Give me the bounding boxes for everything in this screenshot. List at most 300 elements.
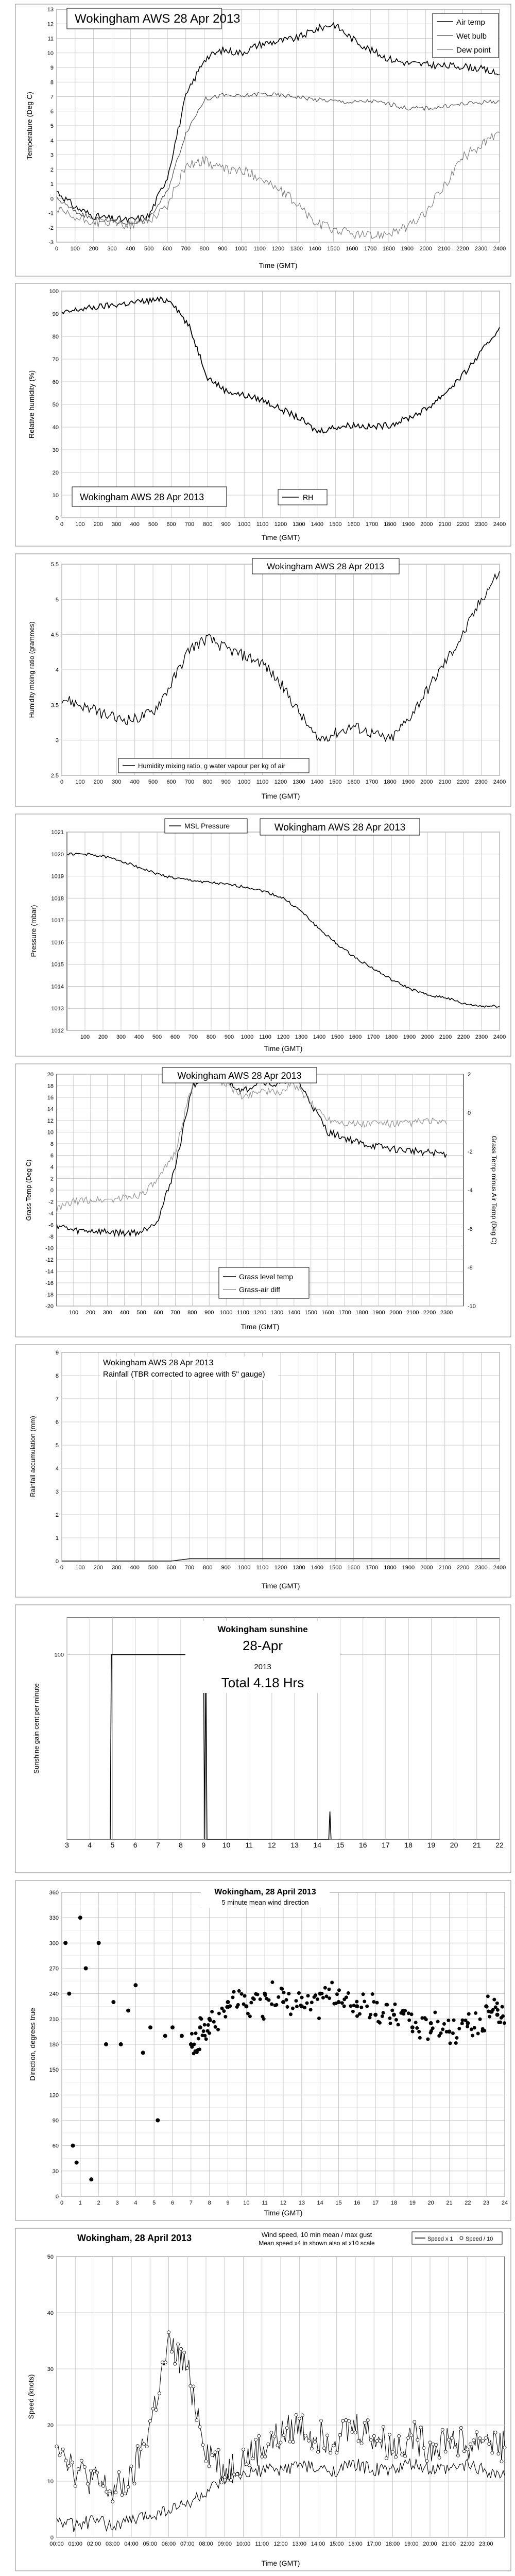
x-tick-label: 3 [115, 2200, 119, 2206]
chart-total: Total 4.18 Hrs [221, 1675, 304, 1690]
x-tick-label: 1600 [346, 246, 358, 252]
data-point [141, 2050, 145, 2055]
data-point [482, 2439, 485, 2442]
x-tick-label: 400 [130, 521, 140, 528]
x-tick-label: 20 [450, 1841, 458, 1849]
x-tick-label: 1100 [259, 1034, 271, 1040]
x-tick-label: 1500 [331, 1034, 344, 1040]
y-tick-label: 6 [55, 1419, 59, 1426]
data-point [397, 2023, 400, 2026]
data-point [369, 2013, 372, 2016]
data-point [332, 2444, 335, 2447]
data-point [284, 1998, 288, 2002]
x-tick-label: 1100 [256, 779, 269, 785]
data-point [133, 2482, 136, 2485]
data-point [64, 2459, 67, 2462]
data-point [119, 2042, 123, 2046]
data-point [61, 2448, 64, 2451]
data-point [67, 2464, 71, 2467]
data-point [104, 2042, 108, 2046]
x-tick-label: 2000 [419, 246, 432, 252]
x-tick-label: 16 [358, 1841, 367, 1849]
x-tick-label: 2400 [493, 1565, 506, 1571]
y-tick-label: 270 [49, 1965, 59, 1972]
x-tick-label: 800 [206, 1034, 216, 1040]
data-point [340, 2001, 344, 2005]
y2-axis-label: Grass Temp minus Air Temp (Deg C) [490, 1136, 498, 1245]
x-tick-label: 1000 [237, 521, 251, 528]
x-tick-label: 2 [97, 2200, 100, 2206]
data-point [235, 2472, 238, 2476]
data-point [392, 2013, 396, 2017]
x-tick-label: 14 [313, 1841, 322, 1849]
data-point [454, 2041, 458, 2045]
y-tick-label: 14 [47, 1106, 54, 1113]
y-tick-label: 1016 [51, 939, 64, 946]
x-tick-label: 2100 [439, 1034, 452, 1040]
data-point [466, 2021, 470, 2025]
legend-speed-div10: Speed / 10 [466, 2236, 493, 2242]
x-tick-label: 100 [70, 246, 80, 252]
data-point [363, 2421, 366, 2425]
y-tick-label: 0 [55, 2194, 59, 2200]
x-tick-label: 800 [199, 246, 209, 252]
x-tick-label: 100 [80, 1034, 90, 1040]
pressure-chart-panel [0, 811, 515, 1059]
data-point [309, 2008, 313, 2011]
y-tick-label: 1 [55, 1535, 59, 1541]
y-tick-label: 40 [47, 2310, 54, 2316]
rainfall-chart-panel [0, 1342, 515, 1600]
x-tick-label: 8 [208, 2200, 211, 2206]
x-tick-label: 13:00 [292, 2541, 307, 2547]
x-tick-label: 1100 [253, 246, 266, 252]
data-point [433, 2011, 437, 2014]
y-axis-label: Relative humidity (%) [27, 370, 36, 439]
x-tick-label: 8 [179, 1841, 183, 1849]
data-point [401, 2453, 404, 2456]
x-tick-label: 1700 [365, 521, 379, 528]
x-tick-label: 1800 [384, 779, 397, 785]
wind-speed-chart [0, 2226, 515, 2573]
y-tick-label: 20 [47, 2422, 54, 2429]
x-tick-label: 06:00 [161, 2541, 176, 2547]
y-tick-label: 5.5 [50, 562, 59, 568]
x-tick-label: 2100 [438, 521, 451, 528]
y-tick-labels [55, 1652, 64, 1658]
data-point [127, 2485, 130, 2488]
x-tick-label: 1200 [274, 1565, 287, 1571]
data-point [439, 2031, 443, 2035]
x-tick-labels [69, 1310, 453, 1316]
data-point [207, 2023, 210, 2027]
data-point [264, 2455, 267, 2458]
x-tick-label: 1000 [235, 246, 248, 252]
y-tick-label: 30 [47, 2366, 54, 2372]
x-tick-label: 400 [134, 1034, 144, 1040]
data-point [282, 2434, 285, 2437]
data-point [373, 2013, 377, 2017]
x-tick-label: 1600 [347, 779, 360, 785]
data-point [267, 2443, 270, 2446]
x-tick-label: 400 [130, 779, 140, 785]
x-tick-label: 21 [473, 1841, 481, 1849]
data-point [270, 1980, 274, 1984]
y-tick-label: 6 [50, 1153, 54, 1159]
data-point [495, 2013, 500, 2017]
data-point [158, 2392, 161, 2395]
data-point [381, 2014, 384, 2018]
data-point [316, 1997, 319, 2001]
data-point [503, 2021, 506, 2025]
y-tick-label: 5 [50, 123, 54, 129]
x-tick-label: 200 [98, 1034, 108, 1040]
x-tick-label: 18 [390, 2200, 398, 2206]
y-tick-label: 10 [47, 2479, 54, 2485]
y-tick-label: 90 [52, 2117, 59, 2124]
data-point [491, 2451, 494, 2454]
data-point [84, 1967, 88, 1971]
x-axis-label: Time (GMT) [264, 2209, 303, 2217]
x-tick-label: 1500 [329, 1565, 342, 1571]
x-tick-label: 1000 [237, 779, 251, 785]
data-point [248, 2014, 252, 2018]
x-tick-label: 1100 [256, 521, 269, 528]
data-point [359, 2006, 363, 2009]
y-tick-label: 4 [55, 667, 59, 673]
x-tick-label: 100 [75, 521, 85, 528]
data-point [226, 2479, 229, 2482]
data-point [254, 2438, 258, 2441]
y-axis-label: Sunshine gain cent per minute [32, 1683, 40, 1774]
data-point [239, 2475, 242, 2478]
data-point [382, 2426, 385, 2429]
x-tick-label: 10 [243, 2200, 250, 2206]
y-tick-label: 0 [50, 2535, 54, 2541]
data-point [148, 2025, 152, 2029]
data-point [320, 1992, 323, 1995]
data-point [164, 2361, 167, 2364]
data-point [295, 2413, 298, 2416]
data-point [242, 2448, 245, 2451]
data-point [240, 1992, 244, 1996]
y2-tick-label: 2 [468, 1072, 471, 1078]
y2-tick-label: -6 [468, 1226, 473, 1232]
data-point [170, 2025, 175, 2029]
data-point [372, 2000, 375, 2004]
y-axis-label: Direction, degrees true [28, 2008, 37, 2081]
data-point [183, 2351, 186, 2354]
y-tick-label: 9 [50, 65, 54, 71]
data-point [310, 2001, 314, 2004]
data-point [501, 2005, 504, 2009]
data-point [259, 1997, 262, 2001]
y-tick-label: 5 [55, 1443, 59, 1449]
y-tick-label: 2 [50, 1176, 54, 1182]
data-point [447, 2019, 450, 2022]
x-tick-label: 1600 [349, 1034, 362, 1040]
y-tick-label: 3 [55, 737, 59, 744]
data-point [263, 1993, 267, 1997]
y-tick-label: 1014 [51, 984, 64, 990]
x-tick-label: 1000 [237, 1565, 251, 1571]
data-point [485, 2436, 488, 2439]
data-point [425, 2460, 428, 2463]
y-tick-label: 12 [47, 21, 54, 28]
x-tick-label: 08:00 [199, 2541, 213, 2547]
data-point [382, 2011, 385, 2014]
y-tick-label: -3 [48, 240, 54, 246]
x-tick-label: 700 [188, 1034, 198, 1040]
x-tick-label: 1900 [403, 1034, 416, 1040]
data-point [121, 2494, 124, 2497]
y-tick-label: 11 [47, 36, 54, 42]
data-point [291, 2441, 295, 2444]
data-point [139, 2448, 142, 2451]
data-point [136, 2445, 139, 2448]
x-tick-label: 700 [181, 246, 191, 252]
y-axis-label: Humidity mixing ratio (grammes) [28, 621, 36, 718]
data-point [329, 2451, 332, 2454]
x-tick-label: 1900 [372, 1310, 385, 1316]
y-tick-label: -2 [48, 225, 54, 231]
chart-title: Wokingham AWS 28 Apr 2013 [177, 1071, 302, 1081]
y2-tick-label: 0 [468, 1110, 471, 1116]
data-point [413, 2420, 416, 2424]
data-point [345, 1995, 348, 1999]
data-point [328, 1996, 331, 2000]
data-point [285, 2427, 288, 2430]
data-point [321, 1996, 325, 1999]
data-point [217, 2448, 220, 2451]
data-point [252, 1997, 256, 2001]
data-point [306, 1994, 310, 1997]
x-tick-label: 1800 [384, 521, 397, 528]
legend-wet-bulb: Wet bulb [456, 32, 487, 41]
x-tick-label: 1700 [367, 1034, 380, 1040]
data-point [229, 2479, 232, 2482]
data-point [363, 1999, 366, 2003]
y-tick-label: -12 [45, 1257, 54, 1263]
x-tick-label: 200 [93, 521, 104, 528]
y-tick-label: 1013 [51, 1006, 64, 1012]
x-tick-label: 1200 [271, 246, 285, 252]
y-tick-label: 30 [52, 447, 59, 453]
data-point [201, 2444, 204, 2447]
data-point [495, 2002, 499, 2005]
y2-tick-label: -2 [468, 1149, 473, 1155]
data-point [488, 2443, 491, 2446]
chart-title: Wokingham, 28 April 2013 [77, 2233, 192, 2243]
legend-rh: RH [303, 493, 314, 501]
x-tick-label: 1700 [365, 1565, 379, 1571]
data-point [379, 2439, 382, 2443]
x-tick-label: 900 [221, 779, 231, 785]
x-tick-label: 600 [166, 521, 176, 528]
chart-title: Wokingham AWS 28 Apr 2013 [103, 1359, 214, 1367]
data-point [385, 2003, 389, 2007]
data-point [393, 2003, 397, 2006]
grass-temp-chart-panel [0, 1061, 515, 1340]
mixing-ratio-chart-panel [0, 551, 515, 809]
x-tick-label: 200 [93, 1565, 104, 1571]
data-point [305, 2001, 309, 2005]
data-point [341, 2419, 345, 2422]
data-point [198, 2426, 201, 2429]
data-point [249, 2001, 253, 2004]
y-tick-label: 7 [50, 94, 54, 100]
data-point [394, 2455, 398, 2459]
data-point [203, 2023, 207, 2027]
x-tick-label: 100 [75, 779, 85, 785]
data-point [102, 2484, 105, 2487]
data-point [317, 2016, 321, 2020]
y-tick-label: 8 [55, 1373, 59, 1379]
x-tick-label: 1400 [311, 1565, 324, 1571]
data-point [192, 2385, 195, 2388]
data-point [297, 1991, 301, 1995]
legend-dew-point: Dew point [456, 46, 491, 55]
y-tick-label: 150 [49, 2067, 59, 2074]
data-point [289, 2012, 293, 2016]
x-tick-label: 12:00 [273, 2541, 288, 2547]
data-point [279, 2441, 282, 2444]
x-tick-label: 22 [465, 2200, 471, 2206]
data-point [414, 2021, 418, 2024]
y-tick-label: 70 [52, 357, 59, 363]
x-tick-label: 700 [184, 1565, 195, 1571]
data-point [262, 2017, 266, 2021]
data-point [337, 1988, 341, 1992]
data-point [483, 2029, 486, 2032]
data-point [314, 1993, 317, 1997]
data-point [126, 2008, 130, 2012]
x-tick-label: 9 [201, 1841, 206, 1849]
data-point [78, 1916, 82, 1920]
y-tick-label: -20 [45, 1303, 54, 1310]
data-point [190, 2032, 194, 2036]
x-tick-label: 700 [170, 1310, 180, 1316]
x-tick-label: 1500 [329, 521, 342, 528]
data-point [460, 2022, 464, 2025]
x-tick-label: 5 [110, 1841, 115, 1849]
x-tick-label: 18 [404, 1841, 413, 1849]
y-tick-label: 1 [50, 181, 54, 188]
x-tick-label: 500 [148, 521, 158, 528]
data-point [209, 2019, 212, 2022]
data-point [208, 2465, 211, 2468]
chart-year: 2013 [254, 1663, 271, 1671]
data-point [214, 2025, 217, 2029]
x-tick-label: 1500 [327, 246, 340, 252]
data-point [485, 2005, 489, 2009]
data-point [355, 2000, 358, 2004]
y-tick-label: 0 [50, 196, 54, 202]
data-point [210, 2010, 214, 2013]
data-point [447, 2438, 450, 2441]
data-point [255, 1993, 259, 1996]
data-point [63, 1941, 67, 1945]
legend-grass-air-diff: Grass-air diff [239, 1285, 280, 1294]
y-tick-label: 2 [50, 166, 54, 173]
data-point [388, 2433, 391, 2436]
x-tick-label: 1600 [347, 521, 360, 528]
y-tick-label: 120 [49, 2092, 59, 2099]
data-point [80, 2459, 83, 2462]
x-tick-label: 3 [65, 1841, 69, 1849]
legend-grass-temp: Grass level temp [239, 1273, 294, 1281]
x-tick-label: 2300 [475, 521, 488, 528]
x-tick-label: 500 [136, 1310, 146, 1316]
data-point [385, 2456, 388, 2460]
x-tick-label: 7 [156, 1841, 160, 1849]
wind-direction-chart [0, 1878, 515, 2223]
data-point [431, 2026, 435, 2030]
data-point [410, 2025, 415, 2029]
data-point [71, 2461, 74, 2464]
data-point [438, 2456, 441, 2459]
y-tick-label: -8 [48, 1234, 54, 1240]
data-point [226, 2000, 230, 2004]
data-point [355, 2004, 359, 2008]
x-tick-label: 500 [144, 246, 154, 252]
data-point [167, 2331, 170, 2334]
data-point [83, 2466, 86, 2469]
x-tick-label: 300 [102, 1310, 112, 1316]
data-point [114, 2491, 117, 2494]
data-point [304, 2434, 307, 2437]
data-point [202, 2029, 205, 2033]
x-tick-label: 12 [280, 2200, 287, 2206]
x-axis-label: Time (GMT) [261, 2559, 300, 2567]
x-tick-label: 15:00 [329, 2541, 344, 2547]
data-point [174, 2362, 177, 2365]
x-tick-label: 10:00 [236, 2541, 251, 2547]
data-point [444, 2450, 447, 2453]
x-tick-label: 100 [68, 1310, 79, 1316]
data-point [151, 2407, 154, 2410]
data-point [471, 2033, 474, 2037]
data-point [424, 2018, 428, 2021]
x-tick-label: 5 [152, 2200, 156, 2206]
data-point [323, 1986, 327, 1990]
sunshine-chart [0, 1602, 515, 1875]
y-tick-label: 4 [50, 138, 54, 144]
legend-mixing-ratio: Humidity mixing ratio, g water vapour per kg of air [138, 762, 286, 770]
data-point [117, 2470, 121, 2473]
x-tick-label: 9 [226, 2200, 230, 2206]
data-point [133, 1983, 138, 1987]
data-point [475, 2431, 478, 2434]
x-tick-label: 600 [166, 1565, 176, 1571]
x-tick-label: 2300 [475, 1034, 488, 1040]
data-point [198, 2047, 201, 2051]
chart-subtitle: Rainfall (TBR corrected to agree with 5" gauge) [103, 1370, 265, 1379]
data-point [232, 2473, 235, 2476]
data-point [180, 2347, 183, 2350]
data-point [224, 2015, 227, 2019]
y-axis-label: Rainfall accumulation (mm) [29, 1416, 37, 1497]
data-point [428, 2441, 432, 2444]
data-point [170, 2350, 174, 2353]
data-point [466, 2448, 469, 2451]
x-tick-label: 2400 [493, 1034, 506, 1040]
x-tick-label: 1900 [401, 246, 414, 252]
x-tick-label: 2000 [420, 779, 433, 785]
chart-title: Wokingham AWS 28 Apr 2013 [274, 822, 406, 833]
data-point [451, 2031, 455, 2035]
sunshine-chart-panel [0, 1602, 515, 1875]
